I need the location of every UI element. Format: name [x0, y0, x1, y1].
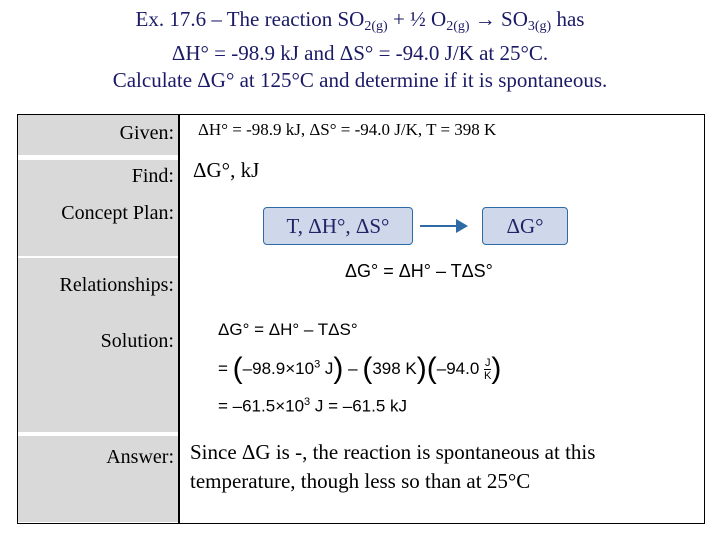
concept-arrow-icon [418, 216, 470, 236]
given-label: Given: [119, 122, 174, 144]
title-line-1: Ex. 17.6 – The reaction $SO_{2(g)}$ + ½ $O_{2(g)} \to SO_{3(g)}$ has [135, 7, 585, 34]
title-line-2: ΔH° = -98.9 kJ and ΔS° = -94.0 J/K at 25°C. [171, 41, 549, 65]
concept-output-box: ΔG° [482, 207, 568, 245]
find-label: Find: [131, 165, 174, 187]
slide-title [0, 6, 720, 94]
relationship-equation: ΔG° = ΔH° – TΔS° [345, 261, 493, 281]
solution-line-3: = $-61.5\times 10^3$ J = –61.5 kJ [218, 396, 408, 416]
solution-line-2: = ($-98.9\times 10^3$ J) – (398 K)(–94.0 $\frac{J}{K}$ ) [218, 352, 502, 385]
column-divider [178, 114, 180, 524]
title-line-3: Calculate ΔG° at 125°C and determine if it is spontaneous. [112, 68, 608, 92]
solution-label: Solution: [100, 330, 174, 352]
relationships-label: Relationships: [59, 274, 174, 296]
given-value: ΔH° = -98.9 kJ, ΔS° = -94.0 J/K, T = 398 K [198, 120, 497, 139]
concept-input-box: T, ΔH°, ΔS° [263, 207, 413, 245]
label-shade-solution [18, 302, 178, 432]
concept-plan-label: Concept Plan: [61, 202, 174, 224]
solution-line-1: ΔG° = ΔH° – TΔS° [218, 320, 358, 339]
answer-label: Answer: [106, 446, 174, 468]
answer-value: Since ΔG is -, the reaction is spontaneous at this temperature, though less so than at 25°C [190, 440, 596, 493]
find-value: ΔG°, kJ [193, 158, 260, 182]
unit-fraction: $\frac{J}{K}$ [484, 357, 492, 383]
